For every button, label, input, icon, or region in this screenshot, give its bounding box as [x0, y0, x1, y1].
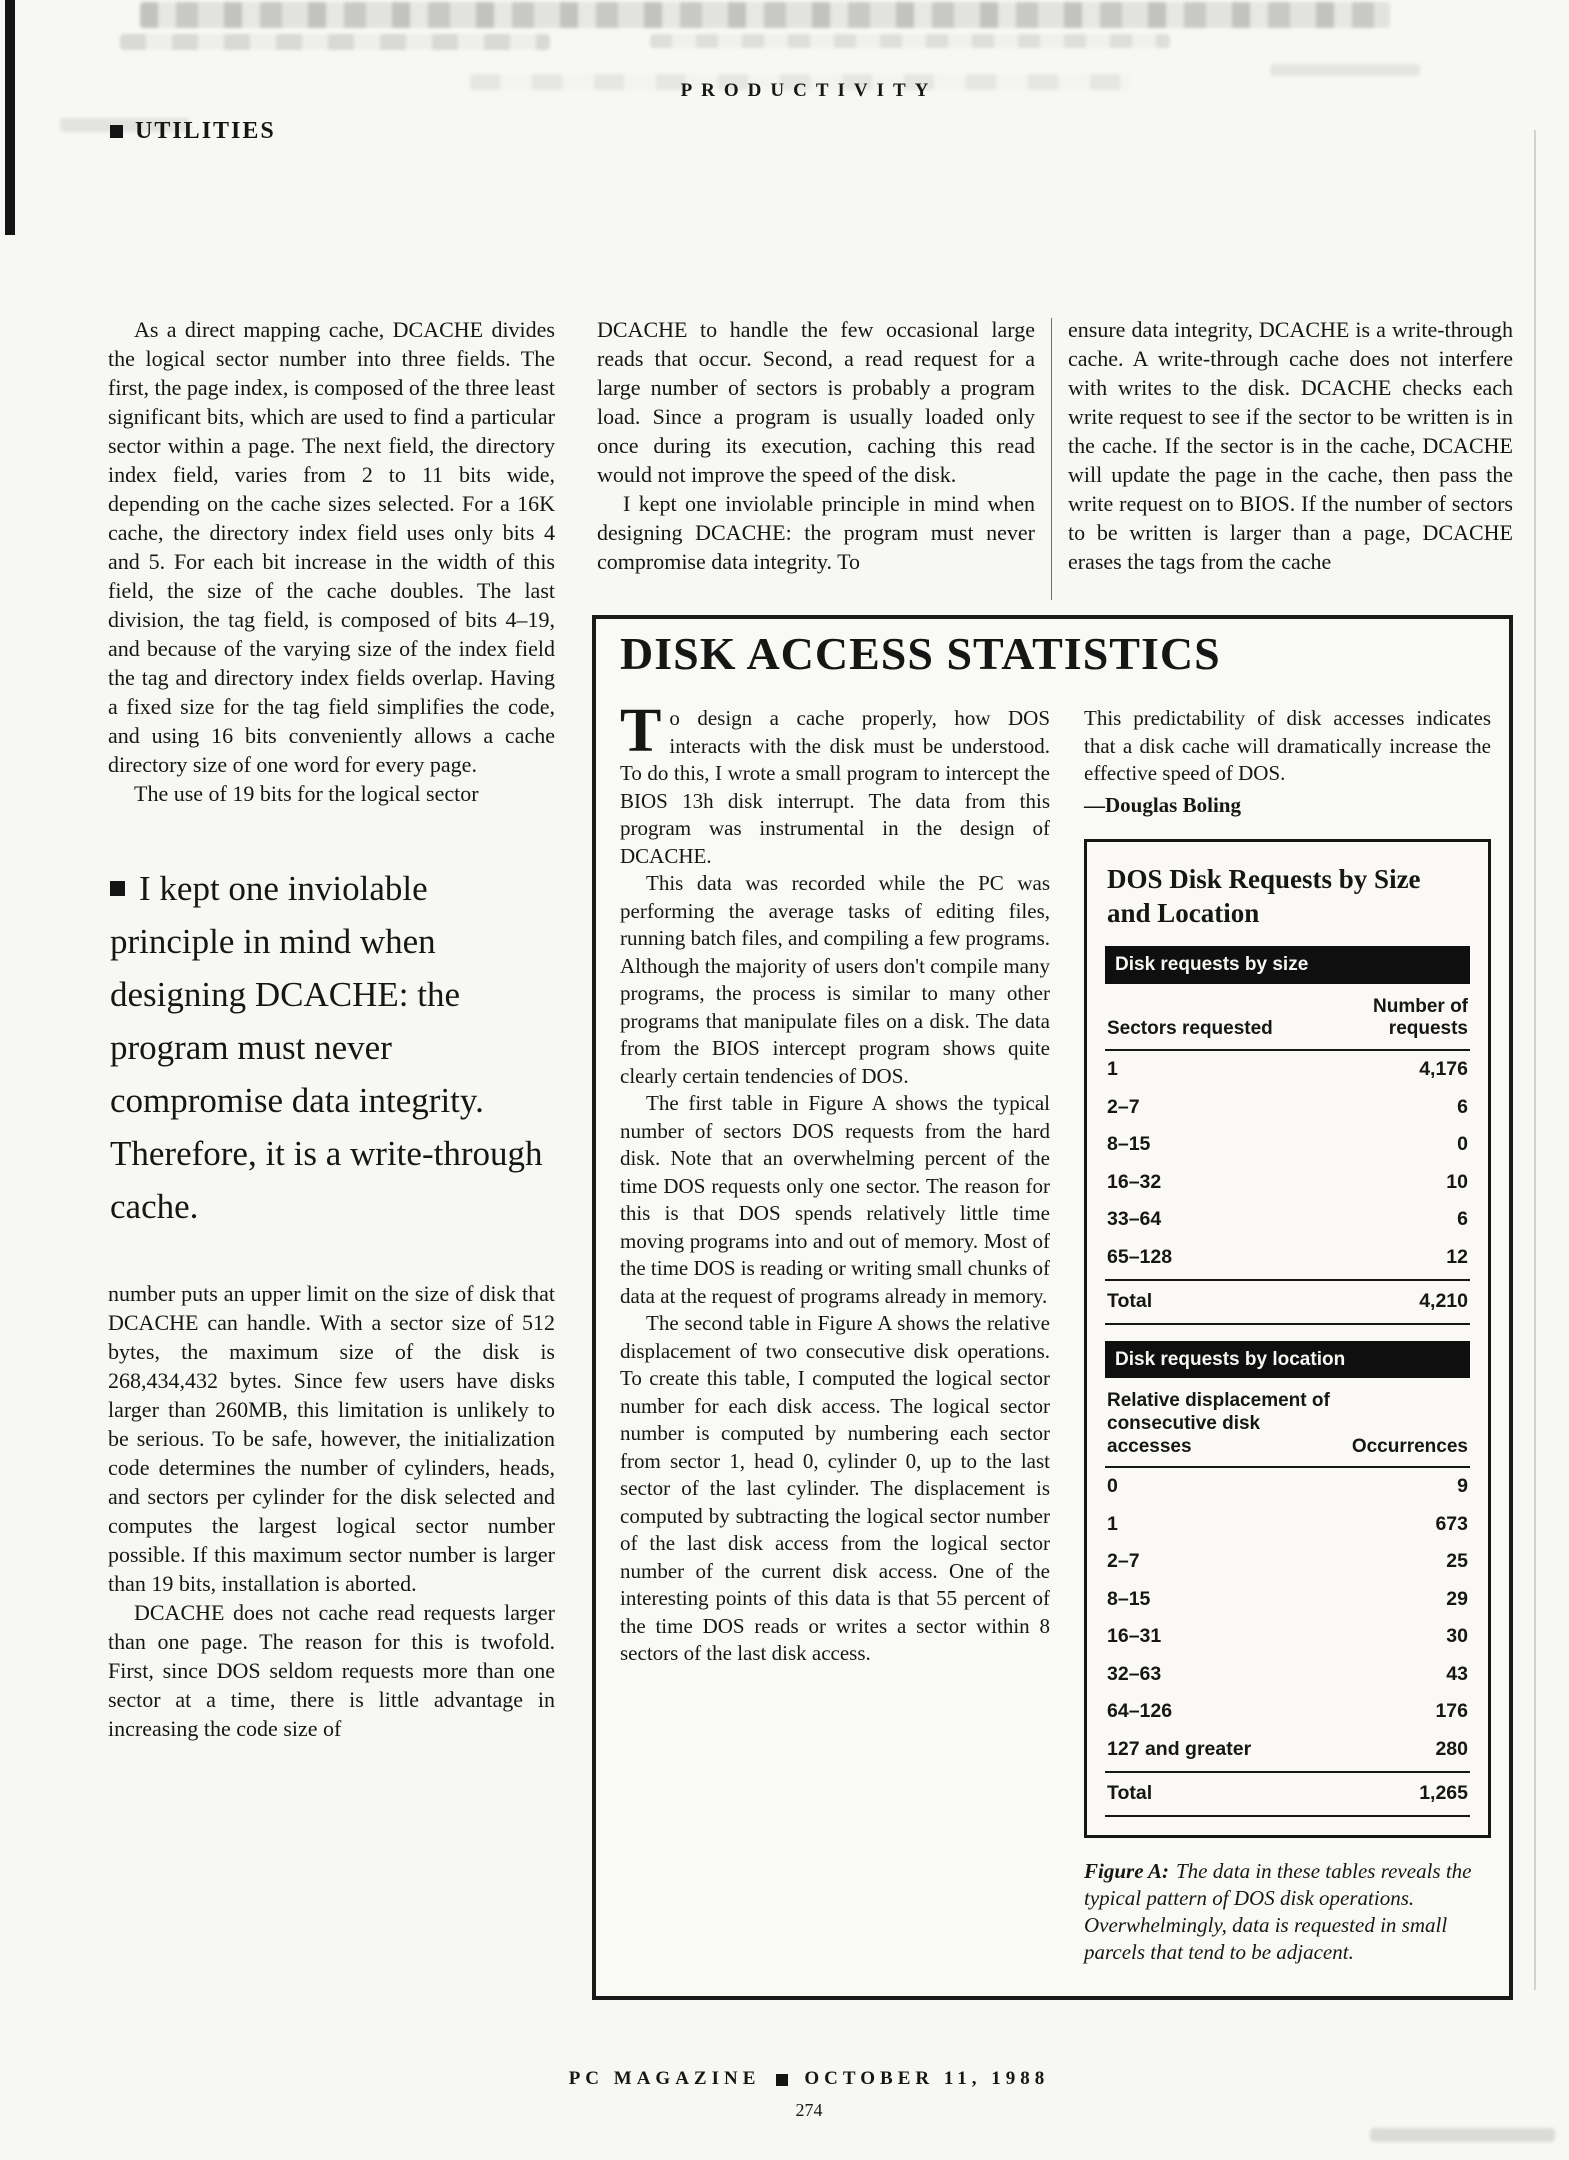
author-byline: —Douglas Boling: [1084, 792, 1241, 817]
square-bullet-icon: [110, 881, 125, 896]
paragraph: DCACHE to handle the few occasional large reads that occur. Second, a read request for a large number of sectors is probably a program load. Since a program is usually loaded only once during its execution, caching this read would not improve the speed of the disk.: [597, 317, 1035, 487]
row-value: 9: [1457, 1475, 1468, 1498]
total-label: Total: [1107, 1782, 1153, 1805]
department-label: UTILITIES: [135, 118, 276, 144]
table-row: [1105, 1581, 1470, 1619]
paragraph: I kept one inviolable principle in mind when designing DCACHE: the program must never compromise data integrity. To: [597, 491, 1035, 574]
table-row: [1105, 1239, 1470, 1277]
table-row: [1105, 1693, 1470, 1731]
paragraph: This predictability of disk accesses indicates that a disk cache will dramatically increase the effective speed of DOS.: [1084, 706, 1491, 785]
square-bullet-icon: [776, 2074, 788, 2086]
table-total-row: [1105, 1279, 1470, 1325]
row-label: 2–7: [1107, 1095, 1140, 1118]
column-header: Number of requests: [1373, 995, 1468, 1040]
column-header: Occurrences: [1351, 1435, 1468, 1457]
row-label: 65–128: [1107, 1245, 1173, 1268]
paragraph: This data was recorded while the PC was performing the average tasks of editing files, running batch files, and compiling a few programs. Although the majority of users don't compile many programs, the process is similar to many other programs that manipulate files on a disk. The data from the BIOS intercept program shows quite clearly certain tendencies of DOS.: [620, 871, 1050, 1088]
square-bullet-icon: [110, 125, 123, 138]
row-value: 673: [1435, 1512, 1468, 1535]
paragraph: DCACHE does not cache read requests larger than one page. The reason for this is twofold. First, since DOS seldom requests more than one sector at a time, there is little advantage in increasing the code size of: [108, 1600, 555, 1741]
table-row: [1105, 1543, 1470, 1581]
row-value: 4,176: [1419, 1058, 1468, 1081]
table-row: [1105, 1051, 1470, 1089]
page-edge-mark: [5, 0, 15, 235]
table1-column-headers: [1105, 984, 1470, 1052]
row-label: 16–31: [1107, 1625, 1162, 1648]
section-kicker: PRODUCTIVITY: [680, 80, 938, 101]
page-edge-line: [1534, 130, 1536, 1990]
column-header: Sectors requested: [1107, 1018, 1273, 1040]
sidebar-right-column: [1084, 705, 1491, 1966]
row-label: 1: [1107, 1512, 1118, 1535]
row-label: 64–126: [1107, 1700, 1173, 1723]
table-row: [1105, 1164, 1470, 1202]
table-row: [1105, 1618, 1470, 1656]
column-rule: [1051, 318, 1052, 600]
drop-cap: T: [620, 697, 662, 765]
figure-caption-text: The data in these tables reveals the typical pattern of DOS disk operations. Overwhelmingly, data is requested in small parcels that tend to be adjacent.: [1084, 1858, 1472, 1964]
paragraph: ensure data integrity, DCACHE is a write-through cache. A write-through cache does not interfere with writes to the disk. DCACHE checks each write request to see if the sector to be written is in the cache. If the sector is in the cache, DCACHE will update the page in the cache, then pass the write request on to BIOS. If the number of sectors to be written is larger than a page, DCACHE erases the tags from the cache: [1068, 317, 1513, 574]
article-column-3: [1068, 315, 1513, 576]
table-row: [1105, 1126, 1470, 1164]
row-label: 33–64: [1107, 1208, 1162, 1231]
table-row: [1105, 1468, 1470, 1506]
figure-caption: [1084, 1858, 1491, 1966]
row-label: 32–63: [1107, 1662, 1162, 1685]
sidebar-title: DISK ACCESS STATISTICS: [620, 628, 1221, 679]
paragraph: number puts an upper limit on the size of disk that DCACHE can handle. With a sector size of 512 bytes, the maximum size of the disk is 268,434,432 bytes. Since few users have disks larger than 260MB, this limitation is unlikely to be serious. To be safe, however, the initialization code determines the number of cylinders, heads, and sectors per cylinder for the disk selected and computes the largest logical sector number possible. If this maximum sector number is larger than 19 bits, installation is aborted.: [108, 1281, 555, 1596]
issue-date: OCTOBER 11, 1988: [804, 2068, 1050, 2089]
pull-quote: [110, 862, 555, 1233]
page-footer: [105, 2068, 1513, 2090]
figure-box: [1084, 839, 1491, 1838]
row-value: 43: [1446, 1662, 1468, 1685]
scan-artifact: [140, 2, 1390, 28]
row-value: 6: [1457, 1095, 1468, 1118]
paragraph-text: o design a cache properly, how DOS interacts with the disk must be understood. To do this, I wrote a small program to intercept the BIOS 13h disk interrupt. The data from this program was instrumental in the design of DCACHE.: [620, 706, 1050, 868]
scan-artifact: [1370, 2128, 1555, 2142]
figure-caption-label: Figure A:: [1084, 1858, 1169, 1883]
scan-artifact: [1270, 64, 1420, 76]
row-value: 0: [1457, 1133, 1468, 1156]
row-value: 176: [1435, 1700, 1468, 1723]
paragraph: [620, 697, 1050, 870]
scan-artifact: [650, 34, 1170, 48]
page-number: 274: [795, 2100, 823, 2120]
paragraph: The use of 19 bits for the logical sector: [134, 781, 479, 806]
total-label: Total: [1107, 1290, 1153, 1313]
row-value: 29: [1446, 1587, 1468, 1610]
department-heading: [110, 118, 276, 145]
table-row: [1105, 1201, 1470, 1239]
paragraph: As a direct mapping cache, DCACHE divides the logical sector number into three fields. The first, the page index, is composed of the three least significant bits, which are used to find a particular sector within a page. The next field, the directory index field, varies from 2 to 11 bits wide, depending on the cache sizes selected. For a 16K cache, the directory index field uses only bits 4 and 5. For each bit increase in the width of this field, the size of the cache doubles. The last division, the tag field, is composed of bits 4–19, and because of the varying size of the index field the tag and directory index fields overlap. Having a fixed size for the tag field simplifies the code, and using 16 bits conveniently allows a cache directory size of one word for every page.: [108, 317, 555, 777]
total-value: 4,210: [1419, 1290, 1468, 1313]
sidebar-text-column: [620, 697, 1050, 1668]
row-value: 25: [1446, 1550, 1468, 1573]
article-column-1: [108, 315, 555, 1743]
row-label: 2–7: [1107, 1550, 1140, 1573]
paragraph: The second table in Figure A shows the relative displacement of two consecutive disk operations. To create this table, I computed the logical sector number for each disk access. The logical sector number is computed by numbering each sector from sector 1, head 0, cylinder 0, up to the last sector of the last cylinder. The displacement is computed by subtracting the logical sector number of the last disk access from the logical sector number of the current disk access. One of the interesting points of this data is that 55 percent of the time DOS reads or writes a sector within 8 sectors of the last disk access.: [620, 1311, 1050, 1665]
paragraph: The first table in Figure A shows the typical number of sectors DOS requests from the hard disk. Note that an overwhelming percent of the time DOS requests only one sector. The reason for this is that DOS spends relatively little time moving programs into and out of memory. Most of the time DOS is reading or writing small chunks of data at the request of programs already in memory.: [620, 1091, 1050, 1308]
row-value: 30: [1446, 1625, 1468, 1648]
table2-column-headers: [1105, 1378, 1470, 1468]
row-label: 127 and greater: [1107, 1737, 1252, 1760]
row-label: 8–15: [1107, 1133, 1151, 1156]
sidebar-box: [592, 615, 1513, 2000]
article-column-2: [597, 315, 1035, 576]
scan-artifact: [120, 34, 550, 50]
row-label: 8–15: [1107, 1587, 1151, 1610]
magazine-name: PC MAGAZINE: [568, 2068, 761, 2089]
total-value: 1,265: [1419, 1782, 1468, 1805]
row-value: 6: [1457, 1208, 1468, 1231]
row-label: 0: [1107, 1475, 1118, 1498]
column-header: Relative displacement of consecutive disk accesses: [1107, 1390, 1330, 1457]
row-value: 12: [1446, 1245, 1468, 1268]
row-value: 10: [1446, 1170, 1468, 1193]
row-label: 16–32: [1107, 1170, 1162, 1193]
figure-title: DOS Disk Requests by Size and Location: [1107, 864, 1421, 928]
table1-header-bar: Disk requests by size: [1105, 946, 1470, 984]
row-label: 1: [1107, 1058, 1118, 1081]
row-value: 280: [1435, 1737, 1468, 1760]
pull-quote-text: I kept one inviolable principle in mind when designing DCACHE: the program must never compromise data integrity. Therefore, it is a write-through cache.: [110, 869, 543, 1226]
table-row: [1105, 1731, 1470, 1769]
table-row: [1105, 1089, 1470, 1127]
table2-header-bar: Disk requests by location: [1105, 1341, 1470, 1379]
table-row: [1105, 1506, 1470, 1544]
table-total-row: [1105, 1771, 1470, 1817]
table-row: [1105, 1656, 1470, 1694]
